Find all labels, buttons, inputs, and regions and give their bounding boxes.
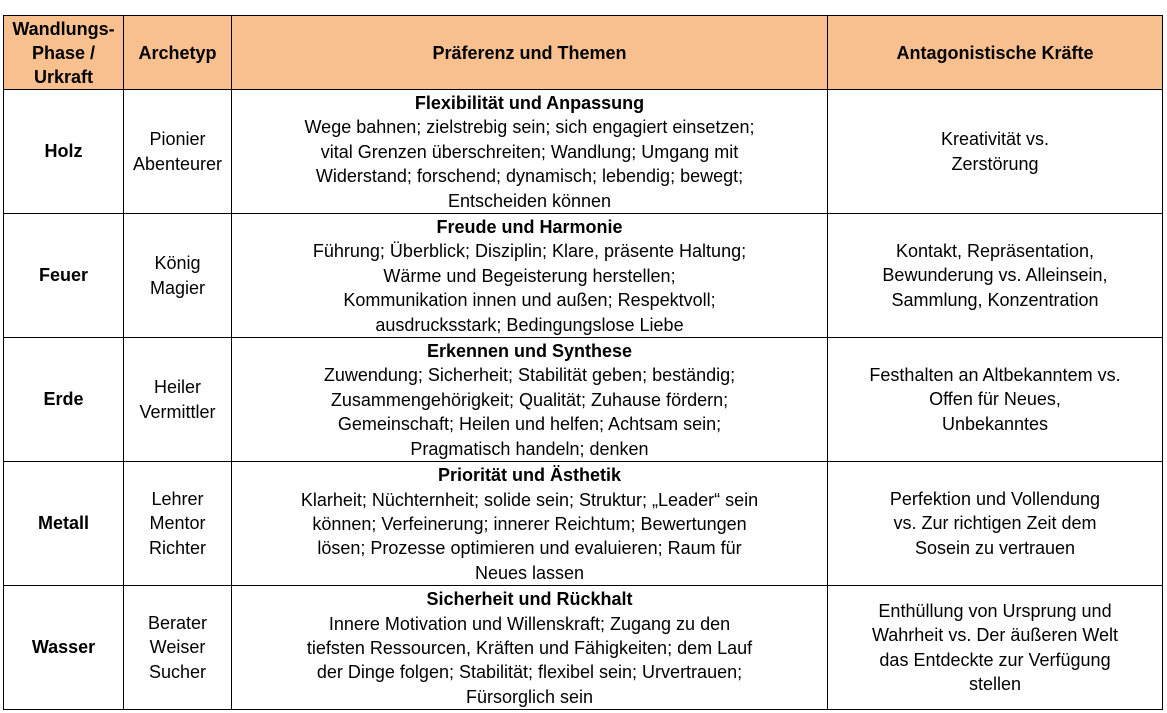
theme-text-line: tiefsten Ressourcen, Kräften und Fähigkeiten; dem Lauf [306, 637, 753, 658]
themes-cell [232, 90, 828, 214]
themes-cell [232, 338, 828, 462]
theme-text-line: Pragmatisch handeln; denken [410, 438, 649, 459]
archetype-cell [124, 338, 232, 462]
table-row [4, 338, 1163, 462]
archetype-cell [124, 90, 232, 214]
theme-text-line: vital Grenzen überschreiten; Wandlung; Umgang mit [320, 141, 739, 162]
phase-cell: Wasser [4, 586, 124, 710]
archetype-name: Sucher [148, 661, 207, 682]
phase-cell: Feuer [4, 214, 124, 338]
table-row [4, 586, 1163, 710]
header-phase-line: Wandlungs- [12, 18, 115, 39]
archetype-cell [124, 586, 232, 710]
theme-text-line: Wege bahnen; zielstrebig sein; sich engagiert einsetzen; [304, 117, 755, 138]
forces-text-line: Kreativität vs. [940, 129, 1050, 150]
archetype-name: Magier [149, 277, 206, 298]
forces-cell [828, 338, 1163, 462]
forces-text-line: Zerstörung [951, 153, 1039, 174]
theme-title: Priorität und Ästhetik [437, 465, 621, 486]
theme-text-line: Wärme und Begeisterung herstellen; [383, 265, 676, 286]
header-forces: Antagonistische Kräfte [828, 16, 1163, 90]
header-phase-line: Phase / [31, 42, 96, 63]
themes-cell [232, 214, 828, 338]
forces-cell [828, 90, 1163, 214]
theme-text-line: Widerstand; forschend; dynamisch; lebendig; bewegt; [315, 166, 744, 187]
header-archetype: Archetyp [124, 16, 232, 90]
theme-text-line: Gemeinschaft; Heilen und helfen; Achtsam sein; [337, 414, 722, 435]
theme-title: Freude und Harmonie [436, 217, 623, 238]
theme-title: Erkennen und Synthese [426, 341, 633, 362]
archetype-name: Berater [147, 613, 208, 634]
theme-text-line: Neues lassen [474, 562, 585, 583]
forces-text-line: Bewunderung vs. Alleinsein, [882, 265, 1108, 286]
forces-text-line: Kontakt, Repräsentation, [895, 240, 1095, 261]
forces-text-line: Sammlung, Konzentration [891, 289, 1099, 310]
header-phase [4, 16, 124, 90]
forces-text-line: das Entdeckte zur Verfügung [879, 649, 1111, 670]
theme-text-line: können; Verfeinerung; innerer Reichtum; Bewertungen [312, 513, 747, 534]
phase-cell: Holz [4, 90, 124, 214]
theme-text-line: Zusammengehörigkeit; Qualität; Zuhause fördern; [330, 389, 729, 410]
archetype-cell [124, 214, 232, 338]
forces-text-line: Wahrheit vs. Der äußeren Welt [871, 625, 1119, 646]
forces-text-line: Enthüllung von Ursprung und [878, 600, 1112, 621]
forces-text-line: Offen für Neues, [929, 389, 1061, 410]
forces-text-line: Sosein zu vertrauen [914, 537, 1076, 558]
table-row [4, 462, 1163, 586]
theme-text-line: Entscheiden können [447, 190, 612, 211]
phase-cell: Erde [4, 338, 124, 462]
header-phase-line: Urkraft [33, 66, 94, 87]
theme-title: Sicherheit und Rückhalt [426, 589, 633, 610]
theme-text-line: Führung; Überblick; Disziplin; Klare, präsente Haltung; [312, 241, 747, 262]
forces-text-line: stellen [968, 674, 1022, 695]
header-row [4, 16, 1163, 90]
archetype-table [3, 15, 1163, 710]
table-row [4, 90, 1163, 214]
archetype-name: Richter [148, 537, 206, 558]
archetype-name: Abenteurer [132, 153, 223, 174]
themes-cell [232, 586, 828, 710]
table-row [4, 214, 1163, 338]
archetype-name: Heiler [153, 377, 201, 398]
theme-text-line: ausdrucksstark; Bedingungslose Liebe [375, 314, 684, 335]
archetype-name: König [154, 253, 201, 274]
theme-text-line: Fürsorglich sein [465, 686, 594, 707]
header-themes: Präferenz und Themen [232, 16, 828, 90]
archetype-name: Pionier [149, 129, 206, 150]
forces-cell [828, 586, 1163, 710]
theme-text-line: lösen; Prozesse optimieren und evaluieren; Raum für [317, 538, 742, 559]
forces-text-line: Unbekanntes [941, 413, 1049, 434]
forces-text-line: vs. Zur richtigen Zeit dem [893, 513, 1097, 534]
forces-text-line: Festhalten an Altbekanntem vs. [869, 364, 1121, 385]
theme-text-line: der Dinge folgen; Stabilität; flexibel sein; Urvertrauen; [316, 662, 743, 683]
archetype-name: Vermittler [139, 401, 216, 422]
theme-text-line: Innere Motivation und Willenskraft; Zugang zu den [328, 613, 731, 634]
theme-text-line: Zuwendung; Sicherheit; Stabilität geben; beständig; [323, 365, 736, 386]
themes-cell [232, 462, 828, 586]
archetype-name: Weiser [149, 637, 206, 658]
theme-text-line: Klarheit; Nüchternheit; solide sein; Struktur; „Leader“ sein [300, 489, 759, 510]
theme-title: Flexibilität und Anpassung [414, 93, 645, 113]
phase-cell: Metall [4, 462, 124, 586]
theme-text-line: Kommunikation innen und außen; Respektvoll; [343, 290, 716, 311]
forces-cell [828, 214, 1163, 338]
archetype-name: Mentor [149, 513, 206, 534]
archetype-cell [124, 462, 232, 586]
archetype-name: Lehrer [151, 489, 204, 509]
forces-text-line: Perfektion und Vollendung [889, 489, 1101, 509]
forces-cell [828, 462, 1163, 586]
